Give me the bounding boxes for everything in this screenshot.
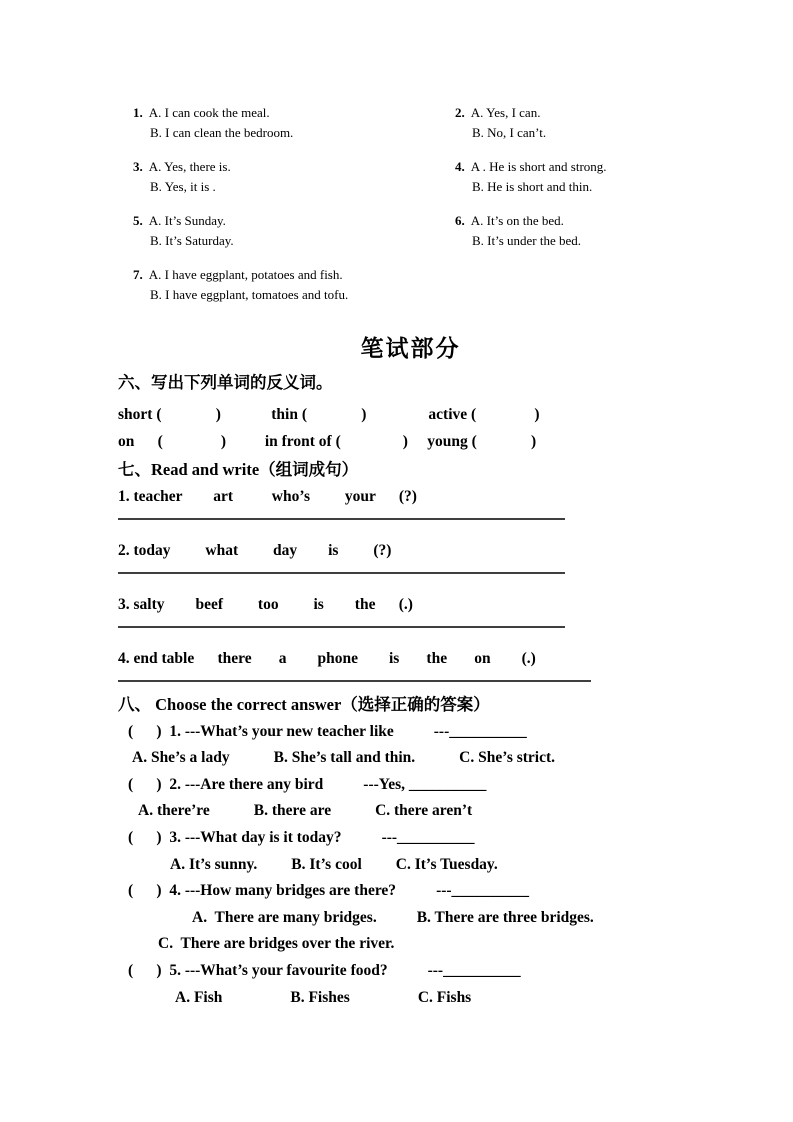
option-b-text: B. He is short and thin. bbox=[472, 178, 593, 194]
listening-item-6 bbox=[455, 211, 777, 250]
sentence-item-4 bbox=[118, 649, 591, 682]
answer-line bbox=[118, 518, 565, 520]
sentence-item-3 bbox=[118, 595, 591, 628]
option-b-text: B. It’s Saturday. bbox=[150, 232, 234, 248]
mc-question-4 bbox=[118, 878, 594, 958]
question-stem: ( ) 3. ---What day is it today? bbox=[128, 828, 342, 846]
option-c: C. there aren’t bbox=[375, 802, 473, 820]
mc-question-3 bbox=[118, 825, 594, 878]
option-b-text: B. Yes, it is . bbox=[150, 178, 216, 194]
listening-answers-section bbox=[133, 103, 788, 319]
options-row bbox=[118, 798, 594, 825]
option-a: A. Fish bbox=[175, 988, 223, 1006]
listening-row-3 bbox=[133, 211, 788, 250]
sentence-words: 3. salty beef too is the (.) bbox=[118, 596, 413, 613]
option-b: B. It’s cool bbox=[291, 855, 362, 873]
item-number: 7. bbox=[133, 267, 143, 282]
option-a: A. It’s sunny. bbox=[170, 855, 258, 873]
section8-title: 八、 Choose the correct answer（选择正确的答案） bbox=[118, 695, 490, 714]
written-part-heading: 笔试部分 bbox=[360, 336, 461, 361]
option-b: B. There are three bridges. bbox=[416, 908, 594, 926]
question-stem: ( ) 5. ---What’s your favourite food? bbox=[128, 961, 388, 979]
option-a: A. there’re bbox=[138, 802, 210, 820]
option-a: A. She’s a lady bbox=[132, 749, 230, 767]
option-b-text: B. It’s under the bed. bbox=[472, 232, 582, 248]
sentence-words: 1. teacher art who’s your (?) bbox=[118, 488, 417, 505]
listening-row-2 bbox=[133, 157, 788, 196]
listening-item-4 bbox=[455, 157, 777, 196]
options-row bbox=[118, 905, 594, 932]
option-c: C. It’s Tuesday. bbox=[395, 855, 498, 873]
listening-item-7 bbox=[133, 265, 455, 304]
answer-blank: ---__________ bbox=[436, 882, 530, 900]
answer-line bbox=[118, 572, 565, 574]
option-b-text: B. No, I can’t. bbox=[472, 124, 547, 140]
item-number: 2. bbox=[455, 105, 465, 120]
option-a-text: A. It’s on the bed. bbox=[470, 213, 564, 228]
option-a: A. There are many bridges. bbox=[192, 908, 377, 926]
option-a-text: A. Yes, there is. bbox=[148, 159, 231, 174]
answer-blank: ---__________ bbox=[381, 828, 475, 846]
option-a-text: A. Yes, I can. bbox=[470, 105, 541, 120]
sentence-item-1 bbox=[118, 487, 591, 520]
section7-title: 七、Read and write（组词成句） bbox=[118, 460, 359, 479]
sentence-item-2 bbox=[118, 541, 591, 574]
answer-blank: ---__________ bbox=[427, 961, 521, 979]
option-a-text: A. It’s Sunday. bbox=[148, 213, 226, 228]
item-number: 3. bbox=[133, 159, 143, 174]
item-number: 4. bbox=[455, 159, 465, 174]
listening-item-5 bbox=[133, 211, 455, 250]
item-number: 6. bbox=[455, 213, 465, 228]
option-c: C. She’s strict. bbox=[459, 749, 556, 767]
item-number: 1. bbox=[133, 105, 143, 120]
option-c: C. There are bridges over the river. bbox=[158, 935, 395, 953]
mc-question-5 bbox=[118, 958, 594, 1011]
answer-blank: ---__________ bbox=[433, 722, 527, 740]
listening-row-4 bbox=[133, 265, 788, 304]
question-stem: ( ) 4. ---How many bridges are there? bbox=[128, 882, 397, 900]
mc-question-1 bbox=[118, 719, 594, 772]
item-number: 5. bbox=[133, 213, 143, 228]
option-a-text: A. I have eggplant, potatoes and fish. bbox=[148, 267, 343, 282]
options-row bbox=[118, 852, 594, 879]
answer-line bbox=[118, 680, 591, 682]
option-b-text: B. I can clean the bedroom. bbox=[150, 124, 294, 140]
sentence-words: 4. end table there a phone is the on (.) bbox=[118, 650, 536, 667]
options-row bbox=[118, 985, 594, 1012]
option-b: B. there are bbox=[253, 802, 332, 820]
answer-line bbox=[118, 626, 565, 628]
question-stem: ( ) 1. ---What’s your new teacher like bbox=[128, 722, 394, 740]
section-multiple-choice bbox=[118, 692, 594, 1011]
option-c: C. Fishs bbox=[417, 988, 472, 1006]
section6-title: 六、写出下列单词的反义词。 bbox=[118, 373, 333, 392]
section-antonyms bbox=[118, 371, 539, 455]
listening-item-3 bbox=[133, 157, 455, 196]
sentence-words: 2. today what day is (?) bbox=[118, 542, 392, 559]
option-a-text: A . He is short and strong. bbox=[470, 159, 607, 174]
mc-question-2 bbox=[118, 772, 594, 825]
listening-item-2 bbox=[455, 103, 777, 142]
option-a-text: A. I can cook the meal. bbox=[148, 105, 270, 120]
listening-row-1 bbox=[133, 103, 788, 142]
question-stem: ( ) 2. ---Are there any bird bbox=[128, 775, 324, 793]
option-b: B. Fishes bbox=[290, 988, 350, 1006]
antonym-row-2: on ( ) in front of ( ) young ( ) bbox=[118, 433, 537, 450]
option-b: B. She’s tall and thin. bbox=[273, 749, 416, 767]
option-b-text: B. I have eggplant, tomatoes and tofu. bbox=[150, 286, 349, 302]
listening-item-1 bbox=[133, 103, 455, 142]
answer-blank: ---Yes, __________ bbox=[363, 775, 487, 793]
section-read-and-write bbox=[118, 458, 591, 703]
options-row bbox=[118, 745, 594, 772]
antonym-row-1: short ( ) thin ( ) active ( ) bbox=[118, 406, 540, 423]
